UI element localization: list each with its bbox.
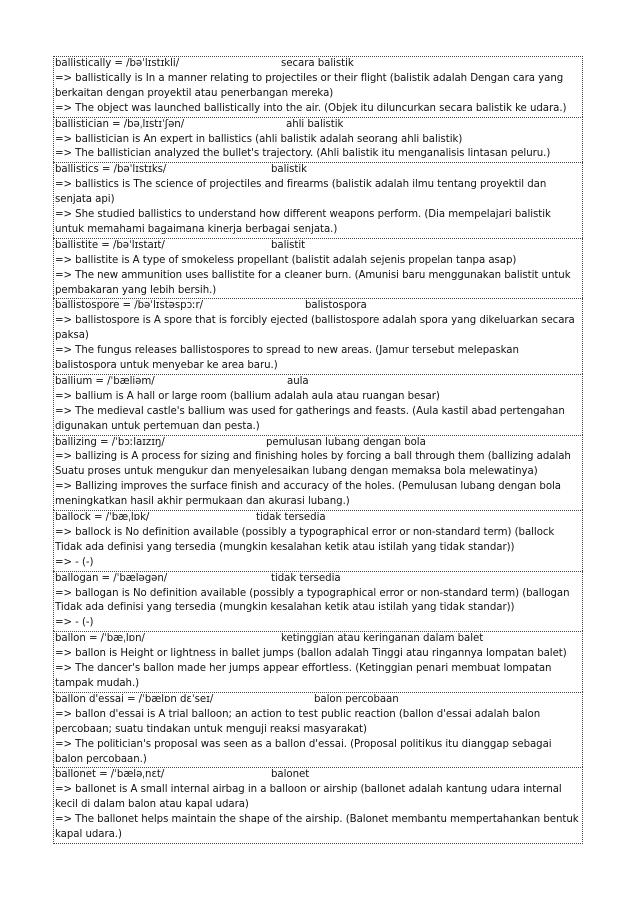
example: => The medieval castle's ballium was used for gatherings and feasts. (Aula kastil abad pertengahan digunakan untuk pertemuan dan pesta.) (55, 405, 565, 432)
translation: ketinggian atau keringanan dalam balet (281, 633, 484, 645)
example: => The fungus releases ballistospores to spread to new areas. (Jamur tersebut melepaskan balistospora untuk menyebar ke area baru.) (55, 345, 519, 372)
entry-header (55, 163, 582, 178)
definition: => ballistically is In a manner relating to projectiles or their flight (balistik adalah Dengan cara yang berkaitan dengan proyektil atau penerbangan mereka) (55, 72, 564, 99)
dictionary-sheet (53, 56, 583, 844)
dictionary-entry (53, 238, 583, 299)
example: => The new ammunition uses ballistite for a cleaner burn. (Amunisi baru menggunakan balistit untuk pembakaran yang lebih bersih.) (55, 269, 571, 296)
entry-header (55, 693, 582, 708)
entry-header (55, 632, 582, 647)
definition: => ballistician is An expert in ballistics (ahli balistik adalah seorang ahli balistik) (55, 133, 463, 145)
example: => The politician's proposal was seen as a ballon d'essai. (Proposal politikus itu dianggap sebagai balon percobaan.) (55, 738, 552, 765)
dictionary-entry (53, 162, 583, 238)
translation: ahli balistik (286, 118, 344, 130)
dictionary-entry (53, 56, 583, 117)
entry-header (55, 299, 582, 314)
definition: => ballizing is A process for sizing and finishing holes by forcing a ball through them (ballizing adalah Suatu proses untuk mengukur dan menyelesaikan lubang dengan memaksa bola melewatinya) (55, 451, 571, 478)
example: => She studied ballistics to understand how different weapons perform. (Dia mempelajari balistik untuk memahami bagaimana kinerja berbagai senjata.) (55, 209, 551, 235)
example: => The ballistician analyzed the bullet's trajectory. (Ahli balistik itu menganalisis lintasan peluru.) (55, 148, 551, 160)
definition: => ballon d'essai is A trial balloon; an action to test public reaction (ballon d'essai adalah balon percobaan; suatu tindakan untuk menguji reaksi masyarakat) (55, 708, 541, 735)
headword: ballium = /ˈbæliəm/ (55, 375, 155, 387)
headword: ballizing = /ˈbɔːlaɪzɪŋ/ (55, 436, 165, 448)
dictionary-entry (53, 117, 583, 163)
entry-header (55, 57, 582, 72)
example: => - (-) (55, 556, 94, 568)
headword: ballistically = /bəˈlɪstɪkli/ (55, 58, 180, 69)
headword: ballon = /ˈbæˌlɒn/ (55, 633, 145, 645)
headword: ballonet = /ˈbæləˌnɛt/ (55, 769, 165, 781)
translation: balonet (271, 769, 310, 781)
example: => Ballizing improves the surface finish and accuracy of the holes. (Pemulusan lubang dengan bola meningkatkan hasil akhir permukaan dan akurasi lubang.) (55, 481, 561, 508)
definition: => ballium is A hall or large room (ballium adalah aula atau ruangan besar) (55, 390, 440, 402)
dictionary-entry (53, 692, 583, 768)
example: => - (-) (55, 617, 94, 629)
dictionary-entry (53, 374, 583, 435)
dictionary-entry (53, 298, 583, 374)
example: => The dancer's ballon made her jumps appear effortless. (Ketinggian penari membuat lompatan tampak mudah.) (55, 663, 552, 689)
definition: => ballistospore is A spore that is forcibly ejected (ballistospore adalah spora yang dikeluarkan secara paksa) (55, 315, 575, 342)
headword: ballistics = /bəˈlɪstɪks/ (55, 164, 167, 176)
entry-header (55, 239, 582, 254)
translation: tidak tersedia (271, 572, 341, 584)
entry-header (55, 375, 582, 390)
entry-header (55, 118, 582, 133)
translation: aula (287, 375, 309, 387)
definition: => ballistics is The science of projectiles and firearms (balistik adalah ilmu tentang proyektil dan senjata api) (55, 179, 547, 206)
translation: balistospora (305, 300, 367, 312)
headword: ballon d'essai = /ˈbælɒn dɛˈseɪ/ (55, 693, 214, 705)
headword: ballogan = /ˈbæləgən/ (55, 572, 168, 584)
headword: ballistician = /bəˌlɪstɪˈʃən/ (55, 118, 185, 130)
headword: ballistospore = /bəˈlɪstəspɔːr/ (55, 300, 204, 312)
entry-header (55, 768, 582, 783)
dictionary-entry (53, 510, 583, 571)
definition: => ballon is Height or lightness in ballet jumps (ballon adalah Tinggi atau ringannya lompatan balet) (55, 648, 567, 660)
definition: => ballock is No definition available (possibly a typographical error or non-standard term) (ballock Tidak ada definisi yang tersedia (mungkin kesalahan ketik atau istilah yang tidak standar)) (55, 526, 555, 553)
translation: balistik (271, 164, 308, 176)
dictionary-entry (53, 571, 583, 632)
headword: ballistite = /bəˈlɪstaɪt/ (55, 239, 165, 251)
translation: balistit (271, 239, 306, 251)
entry-header (55, 436, 582, 451)
translation: pemulusan lubang dengan bola (266, 436, 426, 448)
definition: => ballogan is No definition available (possibly a typographical error or non-standard term) (ballogan Tidak ada definisi yang tersedia (mungkin kesalahan ketik atau istilah yang tidak standar)) (55, 587, 570, 614)
definition: => ballistite is A type of smokeless propellant (balistit adalah sejenis propelan tanpa asap) (55, 254, 517, 266)
example: => The ballonet helps maintain the shape of the airship. (Balonet membantu mempertahankan bentuk kapal udara.) (55, 814, 579, 841)
entry-header (55, 572, 582, 587)
definition: => ballonet is A small internal airbag in a balloon or airship (ballonet adalah kantung udara internal kecil di dalam balon atau kapal udara) (55, 784, 562, 811)
entry-header (55, 511, 582, 526)
translation: secara balistik (281, 58, 354, 69)
translation: balon percobaan (314, 693, 399, 705)
dictionary-entry (53, 767, 583, 844)
dictionary-entry (53, 631, 583, 692)
translation: tidak tersedia (256, 512, 326, 524)
dictionary-entry (53, 435, 583, 511)
example: => The object was launched ballistically into the air. (Objek itu diluncurkan secara balistik ke udara.) (55, 102, 567, 114)
headword: ballock = /ˈbæˌlɒk/ (55, 512, 150, 524)
